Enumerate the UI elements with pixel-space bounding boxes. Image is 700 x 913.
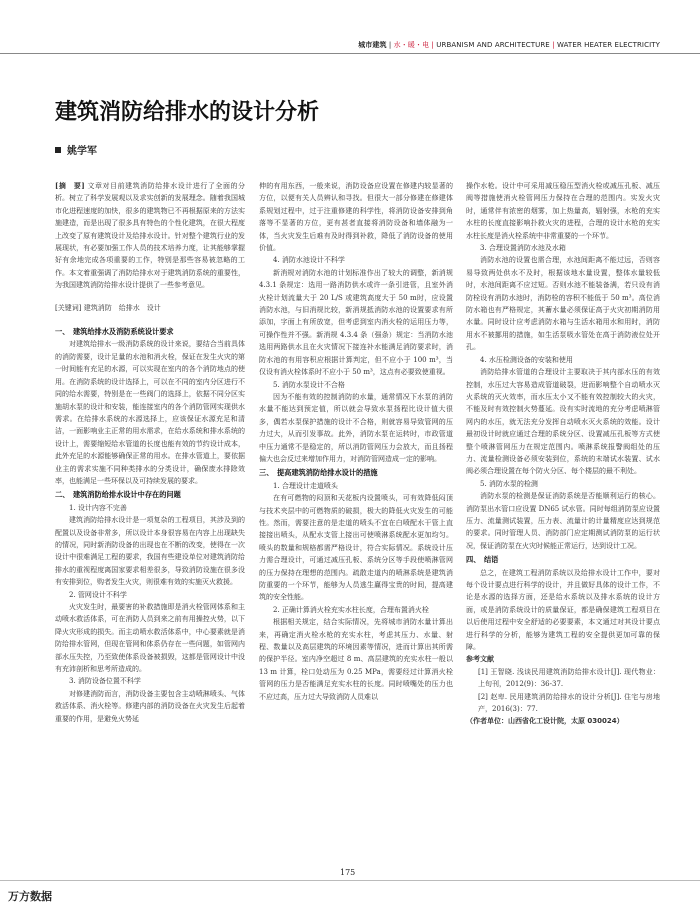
abstract	[55, 180, 245, 292]
subsection-heading: 4. 消防水池设计不科学	[273, 256, 345, 265]
article-title: 建筑消防给排水的设计分析	[55, 100, 320, 125]
paragraph: 在有可燃物的闷顶和天花板内设置喷头，可有效降低闷顶与技术夹层中的可燃物质的破损，极大的降低火灾发生的可能性。然而，需要注意的是走道的喷头不宜在白喷配水干管上直接接出喷头，从配水支管上接出可使喷淋系统配水更加均匀。喷头的数量和规格都需严格设计，符合实际情况。系统设计压力需合理设计，可通过减压孔板、系统分区等手段使喷淋管网的压力保持在理想的范围内。疏散走道内的喷淋系统是建筑消防重要的一个环节，能够为人员逃生赢得宝贵的时间，提高建筑的安全性能。	[259, 494, 453, 602]
subsection-heading: 5. 消防水泵的检测	[480, 479, 538, 488]
spacer	[55, 292, 245, 302]
paragraph: 因为不能有效的控制消防的水量，通常情况下水泵的消防水量不能达到预定值，所以就会导致水泵扬程比设计值大很多，偶若水泵保护措施的设计不合格，则就容易导致管网的压力过大，从而引发事故。此外，消防水泵在运转时，市政管道中压力通常不是稳定的，所以消防管网压力会放大，而且扬程偏大也会反过来增加作用力，对消防管网造成一定的影响。	[259, 392, 453, 463]
subsection-heading: 4. 水压检测设备的安装和使用	[480, 355, 573, 364]
keywords-label: [关键词]	[55, 303, 82, 312]
paragraph: 根据相关规定，结合实际情况，先将城市消防水量计算出来，再确定消火栓水枪的充实水柱，考虑其压力、水量、射程、数量以及高层建筑的环境因素等情况，进而计算出其所需的保护半径。室内净空超过 8 m、高层建筑的充实水柱一般以 13 m 计算，栓口处动压为 0.25 MPa，需要经过计算消火栓管网的压力是否能满足充实水柱的长度。同时喷嘴处的压力也不应过高，压力过大导致消防人员难以	[259, 618, 453, 701]
section-heading: 三、 提高建筑消防给排水设计的措施	[259, 468, 378, 478]
paragraph: 消防给排水管道的合理设计主要取决于其内部水压的有效控制，水压过大容易造成管道破裂，进而影响整个自动喷水灭火系统的灭火效率，而水压太小又不能有效控制较大的火灾，不能及时有效控制火势蔓延。设有实时流地的充分考虑喷淋管网内的水压，就无法充分发挥自动喷水灭火系统的效能。设计最初设计时就应通过合理的系统分区、设置减压孔板等方式使整个喷淋管网压力在规定范围内。喷淋系统报警阀组处的压力、流量检测设备必须安装到位，系统的末端试水装置、试水阀必须合理设置在每个防火分区、每个楼层的最不利处。	[466, 368, 660, 476]
paragraph: 伸的有用东西，一般来说，消防设备应设置在修建内较显著的方位，以便有关人员辨认和寻找。但很大一部分修建在修建体系规划过程中，过于注重修建的科学性，将消防设备安排到角落等不显著的方位，更有甚者直接将消防设备和墙体融为一体，当火灾发生后难有及时得到补救，降低了消防设备的使用价值。	[259, 182, 453, 253]
paragraph: 火灾发生时，最要害的补救措施即是消火栓管网体系和主动喷水救活体系，可在消防人员到来之前有用操控火势，以下降火灾形成的损失。而主动喷水救活体系中，中心要素就是消防给排水管网，但现在管网和体系仍存在一些问题，如管网内部水压失控，乃至致使体系设备被损毁，这都是管网设计中没有充沛剖析和思考所造成的。	[55, 603, 245, 674]
journal-name-en: URBANISM AND ARCHITECTURE	[436, 41, 550, 49]
keywords	[55, 302, 245, 314]
journal-name: 城市建筑	[358, 41, 387, 49]
database-watermark: 万方数据	[8, 890, 52, 903]
section-heading: 四、 结语	[466, 555, 499, 565]
reference-item: [2] 赵卑. 民用建筑消防给排水的设计分析[J]. 住宅与房地产，2016(3)：77.	[478, 692, 660, 714]
section-heading: 一、 建筑给排水及消防系统设计要求	[55, 327, 174, 337]
running-header	[358, 40, 660, 50]
paragraph: 对修建消防而言，消防设备主要包含主动喷淋喷头、气体救活体系、消火栓等。修建内部的消防设备在火灾发生后起着重要的作用，是避免火势延	[55, 689, 245, 723]
paragraph: 消防水泵的检测是保证消防系统是否能顺利运行的核心。消防泵出水管口应设置 DN65 试水管。同时每组消防泵应设置压力、流量测试装置，压力表、流量计的计量精度应达到规范的要求。同时管理人员、消防部门应定期测试消防泵的运行状况，保证消防泵在火灾时候能正常运行，达到设计工况。	[466, 492, 660, 550]
header-rule	[0, 53, 700, 54]
subsection-heading: 2. 正确计算消火栓充实水柱长度，合理布置消火栓	[273, 605, 429, 614]
spacer	[55, 314, 245, 324]
footer-rule	[0, 880, 700, 881]
references-heading: 参考文献	[466, 655, 494, 664]
subsection-heading: 2. 管网设计不科学	[69, 590, 127, 599]
author-line	[55, 142, 97, 157]
paragraph: 建筑消防给排水设计是一项复杂的工程项目，其涉及到的配置以及设备非常多，所以设计本身很容易在内容上出现缺失的情况，同时新消防设备的出现也在不断的改变，使得在一次设计中很难满足工程的要求，我国有些建设单位对建筑消防给排水的重视程度离国家要求相差很多，导致消防设施在很多没有安排到位，购者发生火灾，则很难有效的实施灭火救援。	[55, 516, 245, 587]
section-name-en: WATER HEATER ELECTRICITY	[556, 41, 660, 49]
column-1	[55, 180, 245, 880]
reference-item: [1] 王智晓. 浅谈民用建筑消防给排水设计[J]. 现代物业：上旬刊，2012(9)：36-37.	[478, 667, 660, 689]
section-heading: 二、 建筑消防给排水设计中存在的问题	[55, 490, 181, 500]
author-bullet	[55, 147, 61, 153]
paragraph: 总之，在建筑工程消防系统以及给排水设计工作中，要对每个设计要点进行科学的设计，并且做好具体的设计工作，不论是水源的选择方面，还是给水系统以及排水系统的设计方面，或是消防系统设计的质量保证，都是确保建筑工程项目在以后使用过程中安全舒适的必要要素，本文通过对其设计要点进行科学的分析，能够为建筑工程的安全提供更加可靠的保障。	[466, 568, 660, 652]
page-number: 175	[340, 868, 356, 877]
subsection-heading: 5. 消防水泵设计不合格	[273, 380, 345, 389]
keywords-text: 建筑消防 给排水 设计	[83, 303, 161, 312]
section-name: 水・暖・电	[393, 41, 430, 49]
header-separator: |	[388, 41, 392, 49]
author-name: 姚学军	[67, 146, 97, 157]
author-affiliation: （作者单位：山西省化工设计院，太原 030024）	[466, 717, 624, 726]
paragraph: 操作水枪。设计中可采用减压稳压型消火栓或减压孔板、减压阀等措施使消火栓管网压力保持在合理的范围内。实发火灾时，通常伴有浓密的烟雾，加上热量高，辐射强，水枪的充实水柱的长度直接影响扑救火灾的进程，合理的设计水枪的充实水柱长度是消火栓系统中非常重要的一个环节。	[466, 182, 660, 240]
column-2	[259, 180, 453, 880]
subsection-heading: 1. 合理设计走道喷头	[273, 481, 338, 490]
subsection-heading: 3. 消防设备位置不科学	[69, 677, 141, 686]
header-separator: |	[552, 41, 555, 49]
paragraph: 消防水池的设置也需合理，水池间距离不能过远，否则容易导致两处供水不及时，根据该地水量设置，整体水量较低时，水池间距离不应过短。否则水池不能装备满，若只设有消防栓设有消防水池时，消防栓的容积不能低于 50 m³。高位消防水箱也有严格规定，其蓄水量必须保证高于火灾初期消防用水量。同时设计应考虑消防水箱与生活水箱用水和用时，消防用水不被挪用的措施，如生活泵吸水管处在高于消防液位处开孔。	[466, 256, 660, 352]
paragraph: 对建筑给排水一级消防系统的设计来说，要结合当前具体的消防需要，设计足量的水池和消火栓，保证在发生火灾的第一时间能有充足的水源，可以实现在室内的各个消防地点的使用。在消防系统的设计选择上，可以在不同的室内分区进行不同的给水需要，特别是在一些阀门的选择上，依据不同分区实施胡水泵的设计和安装，能连接室内的各个消防管网实现供水需求。在给排水系统的水源选择上，应该保证水源充足和清洁，一面影响业主正常的用水需求，在给水系统和排水系统的设计上，需要缩短给水管道的长度也能有效的节约设计成本，此外充足的水源能够确保正常的用水。在排水管道上，要依据业主的需求实施不同种类排水的分类设计，确保废水排除效率，也能满足一些环保以及可持续发展的要求。	[55, 340, 245, 485]
abstract-label: [摘 要]	[55, 181, 85, 190]
abstract-text: 文章对目前建筑消防给排水设计进行了全面的分析。树立了科学发展观以及求实创新的发展理念。随着我国城市化进程速度的加快，很多的建筑物已不再根据原来的方法实施建造，而是出现了很多具有特色的个性化建筑，在很大程度上改变了原有建筑设计及给排水设计。针对整个建筑行业的发展现状，有必要加强工作人员的技术培养力度，让其能够掌握好有余地完成各项重要的工作，特别是那些容易被忽略的工作。本文着重强调了消防给排水对于建筑消防系统的重要性，为我国建筑消防给排水设计提供了一些参考意见。	[55, 182, 245, 290]
subsection-heading: 1. 设计内容不完善	[69, 503, 127, 512]
header-separator: |	[431, 41, 434, 49]
paragraph: 新消规对消防水池的计划标准作出了较大的调整，新消规 4.3.1 条规定：选用一路消防供水或许一条引进管，且室外消火栓计划流量大于 20 L/S 或建筑高度大于 50 m时，应设置消防水池，与旧消规比较，新消规抵消防水池的设置要求有所添加，字面上有所放宽，但考虑到室内消火栓的运用压力等，可操作性并不强。新消规 4.3.4 条（强条）规定：当消防水池选用两路供水且在火灾情况下接连补水能满足消防要求时，消防水池的有用容积应根据计算判定，但不应小于 100 m³，当仅设有消火栓体系时不应小于 50 m³，这点有必要致使重视。	[259, 268, 453, 377]
column-3	[466, 180, 660, 880]
subsection-heading: 3. 合理设置消防水池及水箱	[480, 244, 566, 253]
